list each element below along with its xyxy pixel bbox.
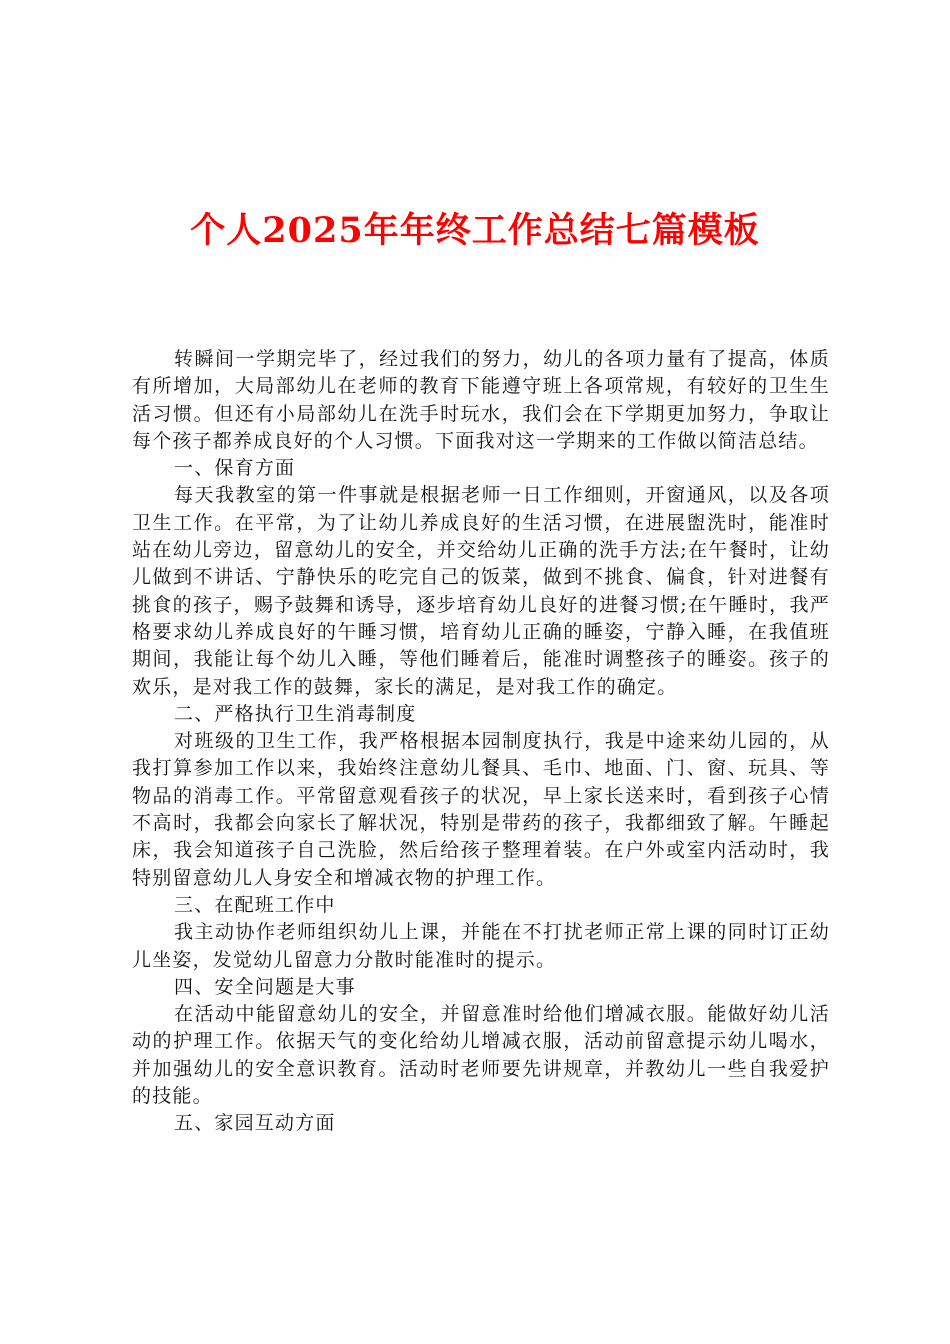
section-heading-1: 一、保育方面	[174, 457, 296, 480]
section-heading-3: 三、在配班工作中	[174, 893, 336, 916]
document-body	[132, 346, 830, 1138]
section-paragraph-2: 对班级的卫生工作，我严格根据本园制度执行，我是中途来幼儿园的，从我打算参加工作以来，我始终注意幼儿餐具、毛巾、地面、门、窗、玩具、等物品的消毒工作。平常留意观看孩子的状况，早上家长送来时，看到孩子心情不高时，我都会向家长了解状况，特别是带药的孩子，我都细致了解。午睡起床，我会知道孩子自己洗脸，然后给孩子整理着装。在户外或室内活动时，我特别留意幼儿人身安全和增减衣物的护理工作。	[132, 730, 830, 889]
section-paragraph-3: 我主动协作老师组织幼儿上课，并能在不打扰老师正常上课的同时订正幼儿坐姿，发觉幼儿留意力分散时能准时的提示。	[132, 921, 830, 971]
intro-paragraph: 转瞬间一学期完毕了，经过我们的努力，幼儿的各项力量有了提高，体质有所增加，大局部幼儿在老师的教育下能遵守班上各项常规，有较好的卫生生活习惯。但还有小局部幼儿在洗手时玩水，我们会在下学期更加努力，争取让每个孩子都养成良好的个人习惯。下面我对这一学期来的工作做以简洁总结。	[132, 348, 830, 452]
section-heading-5: 五、家园互动方面	[174, 1112, 336, 1135]
section-heading-4: 四、安全问题是大事	[174, 975, 356, 998]
section-paragraph-1: 每天我教室的第一件事就是根据老师一日工作细则，开窗通风，以及各项卫生工作。在平常，为了让幼儿养成良好的生活习惯，在进展盥洗时，能准时站在幼儿旁边，留意幼儿的安全，并交给幼儿正确的洗手方法;在午餐时，让幼儿做到不讲话、宁静快乐的吃完自己的饭菜，做到不挑食、偏食，针对进餐有挑食的孩子，赐予鼓舞和诱导，逐步培育幼儿良好的进餐习惯;在午睡时，我严格要求幼儿养成良好的午睡习惯，培育幼儿正确的睡姿，宁静入睡，在我值班期间，我能让每个幼儿入睡，等他们睡着后，能准时调整孩子的睡姿。孩子的欢乐，是对我工作的鼓舞，家长的满足，是对我工作的确定。	[132, 484, 830, 698]
document-title: 个人2025年年终工作总结七篇模板	[190, 210, 760, 251]
section-heading-2: 二、严格执行卫生消毒制度	[174, 702, 417, 725]
section-paragraph-4: 在活动中能留意幼儿的安全，并留意准时给他们增减衣服。能做好幼儿活动的护理工作。依据天气的变化给幼儿增减衣服，活动前留意提示幼儿喝水，并加强幼儿的安全意识教育。活动时老师要先讲规章，并教幼儿一些自我爱护的技能。	[132, 1003, 830, 1108]
